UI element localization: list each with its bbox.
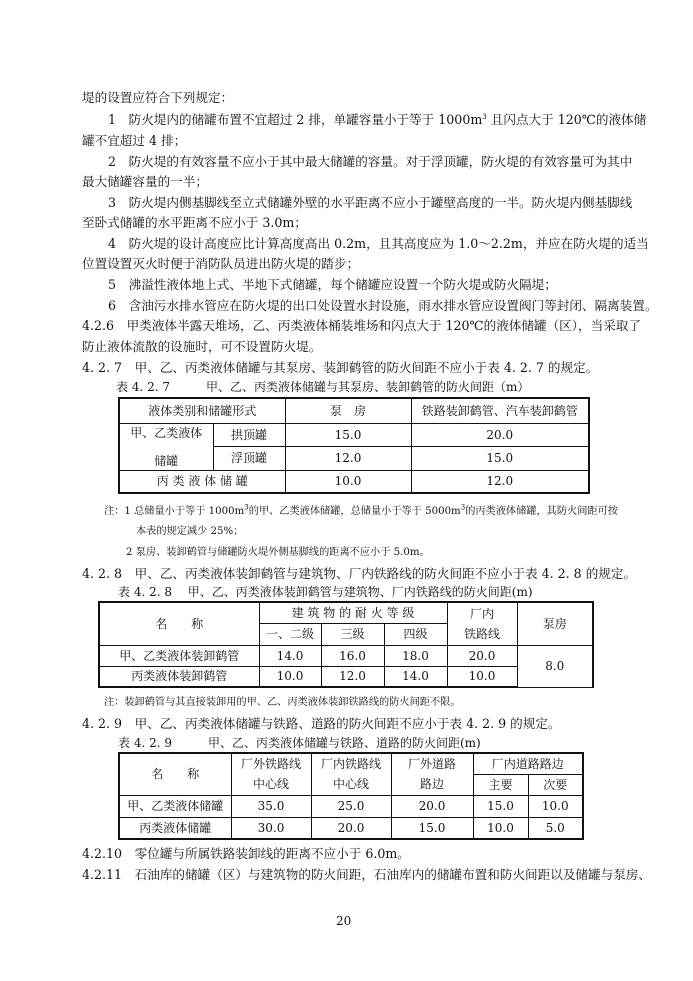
rule-3-line: 3 防火堤内侧基脚线至立式储罐外壁的水平距离不应小于罐壁高度的一半。防火堤内侧基脚线	[108, 195, 633, 210]
table-header: 泵房	[517, 602, 593, 645]
header-text: 厂内铁路线	[320, 757, 381, 772]
table-4-2-7	[118, 397, 590, 494]
table-cell: 15.0	[391, 817, 473, 839]
table-cell: 16.0	[321, 645, 384, 666]
table-cell: 丙类液体储罐	[119, 817, 231, 839]
page-number: 20	[336, 914, 352, 928]
table-cell: 20.0	[411, 423, 589, 446]
rule-6-line: 6 含油污水排水管应在防火堤的出口处设置水封设施，雨水排水管应设置阀门等封闭、隔离装置。	[108, 298, 658, 313]
table-cell: 丙类液体装卸鹤管	[99, 666, 259, 687]
table-cell: 15.0	[285, 423, 411, 446]
table-cell: 8.0	[517, 645, 593, 687]
table-subheader: 一、二级	[259, 623, 321, 645]
rule-5-line: 5 沸溢性液体地上式、半地下式储罐，每个储罐应设置一个防火堤或防火隔堤；	[108, 277, 557, 292]
table-subheader: 三级	[321, 623, 384, 645]
table-cell: 18.0	[384, 645, 447, 666]
table-cell: 5.0	[528, 817, 583, 839]
table-header: 厂内道路路边	[473, 753, 583, 774]
group-label: 甲、乙类液体	[130, 425, 203, 440]
table-header: 液体类别和储罐形式	[119, 398, 285, 423]
superscript: 3	[460, 503, 466, 512]
rule-4-line-2: 位置设置灭火时便于消防队员进出防火堤的踏步；	[82, 256, 360, 271]
table-cell: 拱顶罐	[213, 423, 285, 446]
table-4-2-9	[118, 752, 584, 840]
note-text: 的甲、乙类液体储罐，总储量小于等于 5000m	[248, 506, 461, 517]
table-header: 名 称	[119, 753, 231, 795]
table-cell: 10.0	[285, 470, 411, 493]
table-note	[104, 504, 618, 519]
table-cell: 丙 类 液 体 储 罐	[119, 470, 285, 493]
table-cell: 12.0	[285, 446, 411, 470]
table-cell: 12.0	[411, 470, 589, 493]
table-4-2-8	[98, 601, 594, 688]
header-text: 路边	[419, 777, 444, 792]
table-header: 铁路装卸鹤管、汽车装卸鹤管	[411, 398, 589, 423]
header-text: 中心线	[252, 777, 289, 792]
table-cell: 20.0	[311, 817, 391, 839]
header-text: 中心线	[332, 777, 369, 792]
table-cell: 15.0	[411, 446, 589, 470]
table-header	[231, 753, 311, 795]
table-subheader: 主要	[473, 774, 528, 795]
table-cell: 12.0	[321, 666, 384, 687]
header-text: 厂外道路	[407, 757, 456, 772]
rule-1-text-cont: 且闪点大于 120℃的液体储	[486, 112, 647, 127]
table-cell: 25.0	[311, 795, 391, 817]
table-caption: 表 4. 2. 8 甲、乙、丙类液体装卸鹤管与建筑物、厂内铁路线的防火间距(m)	[118, 585, 533, 599]
table-caption: 表 4. 2. 9 甲、乙、丙类液体储罐与铁路、道路的防火间距(m)	[118, 736, 481, 750]
table-header	[311, 753, 391, 795]
table-cell	[119, 423, 213, 470]
table-header: 泵 房	[285, 398, 411, 423]
group-label: 储罐	[154, 453, 179, 468]
table-cell: 35.0	[231, 795, 311, 817]
table-cell: 浮顶罐	[213, 446, 285, 470]
clause-4-2-6: 4.2.6 甲类液体半露天堆场，乙、丙类液体桶装堆场和闪点大于 120℃的液体储罐（区），当采取了	[82, 318, 642, 333]
table-header: 名 称	[99, 602, 259, 645]
table-header	[447, 602, 517, 645]
rule-1-line	[108, 112, 646, 127]
rule-2-line: 2 防火堤的有效容量不应小于其中最大储罐的容量。对于浮顶罐，防火堤的有效容量可为其中	[108, 154, 633, 169]
intro-line: 堤的设置应符合下列规定：	[82, 90, 234, 105]
table-cell: 14.0	[259, 645, 321, 666]
table-cell: 甲、乙类液体装卸鹤管	[99, 645, 259, 666]
clause-4-2-11: 4.2.11 石油库的储罐（区）与建筑物的防火间距，石油库内的储罐布置和防火间距以及储罐与泵房、	[82, 867, 651, 882]
rule-1-line-2: 罐不宜超过 4 排；	[82, 133, 187, 148]
table-cell: 10.0	[528, 795, 583, 817]
clause-4-2-7: 4. 2. 7 甲、乙、丙类液体储罐与其泵房、装卸鹤管的防火间距不应小于表 4. 2. 7 的规定。	[82, 360, 599, 375]
table-cell: 10.0	[447, 666, 517, 687]
table-cell: 10.0	[259, 666, 321, 687]
superscript: 3	[482, 112, 487, 121]
rule-3-line-2: 至卧式储罐的水平距离不应小于 3.0m；	[82, 215, 307, 230]
table-subheader: 四级	[384, 623, 447, 645]
clause-4-2-6-line-2: 防止液体流散的设施时，可不设置防火堤。	[82, 339, 322, 354]
table-cell: 20.0	[391, 795, 473, 817]
table-cell: 甲、乙类液体储罐	[119, 795, 231, 817]
rule-1-text: 1 防火堤内的储罐布置不宜超过 2 排，单罐容量小于等于 1000m	[108, 112, 483, 127]
clause-4-2-10: 4.2.10 零位罐与所属铁路装卸线的距离不应小于 6.0m。	[82, 846, 410, 861]
rule-4-line: 4 防火堤的设计高度应比计算高度高出 0.2m，且其高度应为 1.0～2.2m，并应在防火堤的适当	[108, 236, 649, 251]
header-text: 厂内	[469, 606, 494, 621]
table-caption: 表 4. 2. 7 甲、乙、丙类液体储罐与其泵房、装卸鹤管的防火间距（m）	[116, 380, 530, 394]
table-note: 2 泵房、装卸鹤管与储罐防火堤外侧基脚线的距离不应小于 5.0m。	[126, 547, 430, 558]
table-cell: 20.0	[447, 645, 517, 666]
clause-4-2-9: 4. 2. 9 甲、乙、丙类液体储罐与铁路、道路的防火间距不应小于表 4. 2. 9 的规定。	[82, 716, 561, 731]
superscript: 3	[244, 503, 249, 512]
table-cell: 15.0	[473, 795, 528, 817]
header-text: 厂外铁路线	[240, 757, 301, 772]
table-note: 本表的规定减少 25%；	[136, 526, 244, 537]
note-text: 的丙类液体储罐，其防火间距可按	[465, 506, 618, 517]
clause-4-2-8: 4. 2. 8 甲、乙、丙类液体装卸鹤管与建筑物、厂内铁路线的防火间距不应小于表 4. 2. 8 的规定。	[82, 566, 637, 581]
table-cell: 14.0	[384, 666, 447, 687]
table-cell: 10.0	[473, 817, 528, 839]
header-text: 铁路线	[463, 626, 500, 641]
rule-2-line-2: 最大储罐容量的一半；	[82, 174, 208, 189]
table-header: 建 筑 物 的 耐 火 等 级	[259, 602, 447, 623]
note-text: 注：1 总储量小于等于 1000m	[104, 506, 245, 517]
table-note: 注：装卸鹤管与其直接装卸用的甲、乙、丙类液体装卸铁路线的防火间距不限。	[104, 697, 461, 708]
table-header	[391, 753, 473, 795]
table-cell: 30.0	[231, 817, 311, 839]
table-subheader: 次要	[528, 774, 583, 795]
